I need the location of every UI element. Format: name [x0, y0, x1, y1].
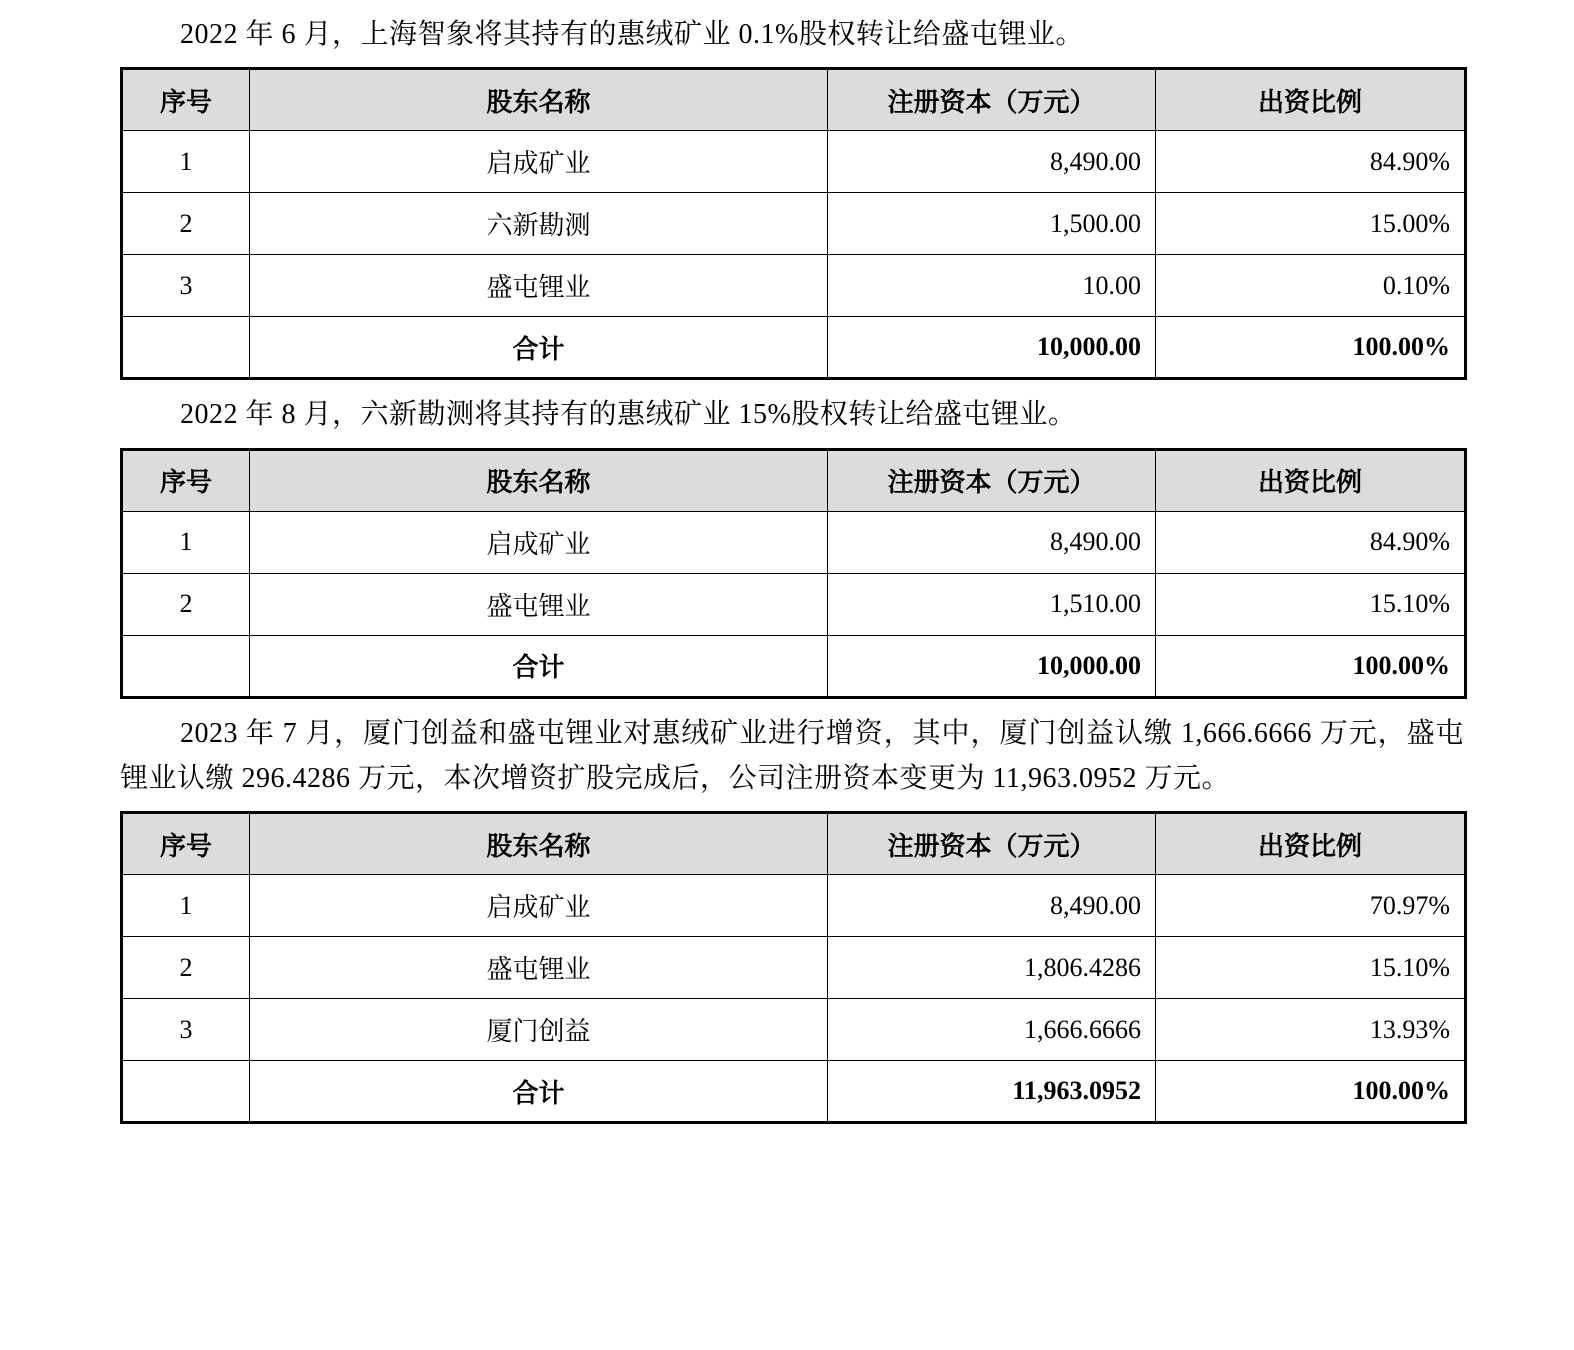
table-3-body — [122, 875, 1466, 1123]
header-contribution-ratio: 出资比例 — [1156, 449, 1466, 511]
cell-name: 启成矿业 — [250, 131, 828, 193]
cell-total-pct: 100.00% — [1156, 635, 1466, 697]
header-no: 序号 — [122, 69, 250, 131]
cell-capital: 10.00 — [828, 255, 1156, 317]
cell-no: 3 — [122, 255, 250, 317]
cell-capital: 8,490.00 — [828, 875, 1156, 937]
cell-pct: 84.90% — [1156, 131, 1466, 193]
header-contribution-ratio: 出资比例 — [1156, 69, 1466, 131]
cell-no: 2 — [122, 193, 250, 255]
cell-no — [122, 635, 250, 697]
header-no: 序号 — [122, 449, 250, 511]
cell-total-label: 合计 — [250, 635, 828, 697]
table-1-header — [122, 69, 1466, 131]
cell-pct: 70.97% — [1156, 875, 1466, 937]
document-page — [0, 12, 1574, 1350]
header-contribution-ratio: 出资比例 — [1156, 813, 1466, 875]
table-2-header — [122, 449, 1466, 511]
cell-name: 盛屯锂业 — [250, 937, 828, 999]
shareholder-table-3 — [120, 811, 1467, 1124]
cell-no: 1 — [122, 131, 250, 193]
cell-name: 启成矿业 — [250, 511, 828, 573]
table-row — [122, 937, 1466, 999]
cell-capital: 8,490.00 — [828, 131, 1156, 193]
table-total-row — [122, 1061, 1466, 1123]
cell-name: 启成矿业 — [250, 875, 828, 937]
cell-no: 3 — [122, 999, 250, 1061]
header-shareholder-name: 股东名称 — [250, 69, 828, 131]
cell-name: 盛屯锂业 — [250, 255, 828, 317]
table-1-body — [122, 131, 1466, 379]
cell-no: 2 — [122, 937, 250, 999]
cell-pct: 15.10% — [1156, 573, 1466, 635]
cell-capital: 1,666.6666 — [828, 999, 1156, 1061]
shareholder-table-1 — [120, 67, 1467, 380]
table-header-row — [122, 69, 1466, 131]
cell-capital: 1,510.00 — [828, 573, 1156, 635]
header-no: 序号 — [122, 813, 250, 875]
cell-pct: 84.90% — [1156, 511, 1466, 573]
section-2-paragraph-block — [0, 392, 1574, 437]
section-1-paragraph: 2022 年 6 月，上海智象将其持有的惠绒矿业 0.1%股权转让给盛屯锂业。 — [180, 19, 1084, 50]
table-total-row — [122, 635, 1466, 697]
section-2-paragraph: 2022 年 8 月，六新勘测将其持有的惠绒矿业 15%股权转让给盛屯锂业。 — [180, 399, 1077, 431]
cell-total-capital: 10,000.00 — [828, 635, 1156, 697]
cell-no — [122, 1061, 250, 1123]
cell-total-pct: 100.00% — [1156, 317, 1466, 379]
table-3-header — [122, 813, 1466, 875]
cell-no: 2 — [122, 573, 250, 635]
cell-pct: 15.00% — [1156, 193, 1466, 255]
cell-total-pct: 100.00% — [1156, 1061, 1466, 1123]
cell-total-label: 合计 — [250, 1061, 828, 1123]
table-row — [122, 193, 1466, 255]
cell-name: 厦门创益 — [250, 999, 828, 1061]
table-row — [122, 511, 1466, 573]
header-registered-capital: 注册资本（万元） — [828, 813, 1156, 875]
table-row — [122, 573, 1466, 635]
cell-pct: 15.10% — [1156, 937, 1466, 999]
table-row — [122, 999, 1466, 1061]
table-total-row — [122, 317, 1466, 379]
cell-total-capital: 11,963.0952 — [828, 1061, 1156, 1123]
section-1-paragraph-block — [0, 12, 1574, 57]
table-row — [122, 255, 1466, 317]
header-registered-capital: 注册资本（万元） — [828, 449, 1156, 511]
cell-no: 1 — [122, 511, 250, 573]
cell-pct: 13.93% — [1156, 999, 1466, 1061]
cell-total-label: 合计 — [250, 317, 828, 379]
table-header-row — [122, 449, 1466, 511]
cell-name: 六新勘测 — [250, 193, 828, 255]
shareholder-table-2 — [120, 448, 1467, 699]
cell-capital: 8,490.00 — [828, 511, 1156, 573]
cell-total-capital: 10,000.00 — [828, 317, 1156, 379]
table-row — [122, 875, 1466, 937]
cell-no — [122, 317, 250, 379]
cell-capital: 1,500.00 — [828, 193, 1156, 255]
header-registered-capital: 注册资本（万元） — [828, 69, 1156, 131]
cell-capital: 1,806.4286 — [828, 937, 1156, 999]
section-3-paragraph: 2023 年 7 月，厦门创益和盛屯锂业对惠绒矿业进行增资，其中，厦门创益认缴 1,666.6666 万元，盛屯锂业认缴 296.4286 万元，本次增资扩股完成后，公司注册资本变更为 11,963.0952 万元。 — [120, 717, 1464, 795]
header-shareholder-name: 股东名称 — [250, 449, 828, 511]
cell-no: 1 — [122, 875, 250, 937]
table-header-row — [122, 813, 1466, 875]
cell-pct: 0.10% — [1156, 255, 1466, 317]
cell-name: 盛屯锂业 — [250, 573, 828, 635]
section-3-paragraph-block — [0, 711, 1574, 802]
header-shareholder-name: 股东名称 — [250, 813, 828, 875]
table-2-body — [122, 511, 1466, 697]
table-row — [122, 131, 1466, 193]
